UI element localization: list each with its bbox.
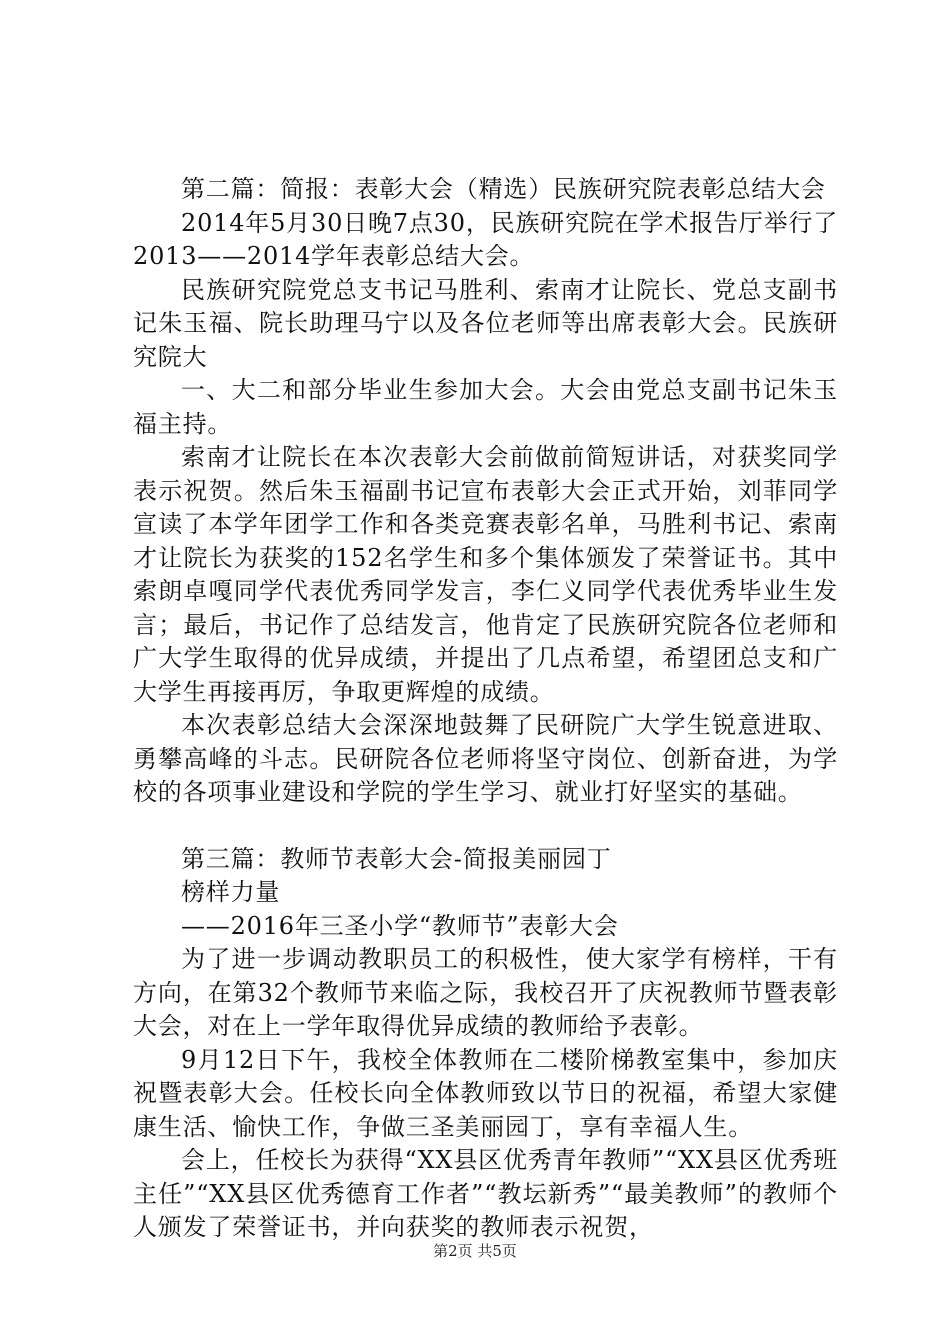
paragraph: 民族研究院党总支书记马胜利、索南才让院长、党总支副书记朱玉福、院长助理马宁以及各位老师等出席表彰大会。民族研究院大 xyxy=(133,275,838,371)
document-body xyxy=(133,173,838,1245)
paragraph: 9月12日下午，我校全体教师在二楼阶梯教室集中，参加庆祝暨表彰大会。任校长向全体教师致以节日的祝福，希望大家健康生活、愉快工作，争做三圣美丽园丁，享有幸福人生。 xyxy=(133,1045,838,1141)
paragraph: 本次表彰总结大会深深地鼓舞了民研院广大学生锐意进取、勇攀高峰的斗志。民研院各位老师将坚守岗位、创新奋进，为学校的各项事业建设和学院的学生学习、就业打好坚实的基础。 xyxy=(133,711,838,806)
paragraph: 一、大二和部分毕业生参加大会。大会由党总支副书记朱玉福主持。 xyxy=(133,376,838,438)
section3-subtitle: ——2016年三圣小学“教师节”表彰大会 xyxy=(181,911,619,940)
page-footer: 第2页 共5页 xyxy=(433,1242,517,1260)
paragraph: 索南才让院长在本次表彰大会前做前简短讲话，对获奖同学表示祝贺。然后朱玉福副书记宣布表彰大会正式开始，刘菲同学宣读了本学年团学工作和各类竞赛表彰名单，马胜利书记、索南才让院长为获奖的152名学生和多个集体颁发了荣誉证书。其中索朗卓嘎同学代表优秀同学发言，李仁义同学代表优秀毕业生发言；最后，书记作了总结发言，他肯定了民族研究院各位老师和广大学生取得的优异成绩，并提出了几点希望，希望团总支和广大学生再接再厉，争取更辉煌的成绩。 xyxy=(133,443,838,706)
section3-subheading: 榜样力量 xyxy=(181,878,281,906)
paragraph: 为了进一步调动教职员工的积极性，使大家学有榜样，干有方向，在第32个教师节来临之际，我校召开了庆祝教师节暨表彰大会，对在上一学年取得优异成绩的教师给予表彰。 xyxy=(133,945,838,1040)
section3-heading: 第三篇：教师节表彰大会-简报美丽园丁 xyxy=(181,844,612,873)
paragraph: 2014年5月30日晚7点30，民族研究院在学术报告厅举行了2013——2014学年表彰总结大会。 xyxy=(133,208,838,270)
section-spacer xyxy=(133,810,838,843)
paragraph: 会上，任校长为获得“XX县区优秀青年教师”“XX县区优秀班主任”“XX县区优秀德育工作者”“教坛新秀”“最美教师”的教师个人颁发了荣誉证书，并向获奖的教师表示祝贺， xyxy=(133,1146,838,1241)
section2-heading: 第二篇：简报：表彰大会（精选）民族研究院表彰总结大会 xyxy=(181,175,826,203)
